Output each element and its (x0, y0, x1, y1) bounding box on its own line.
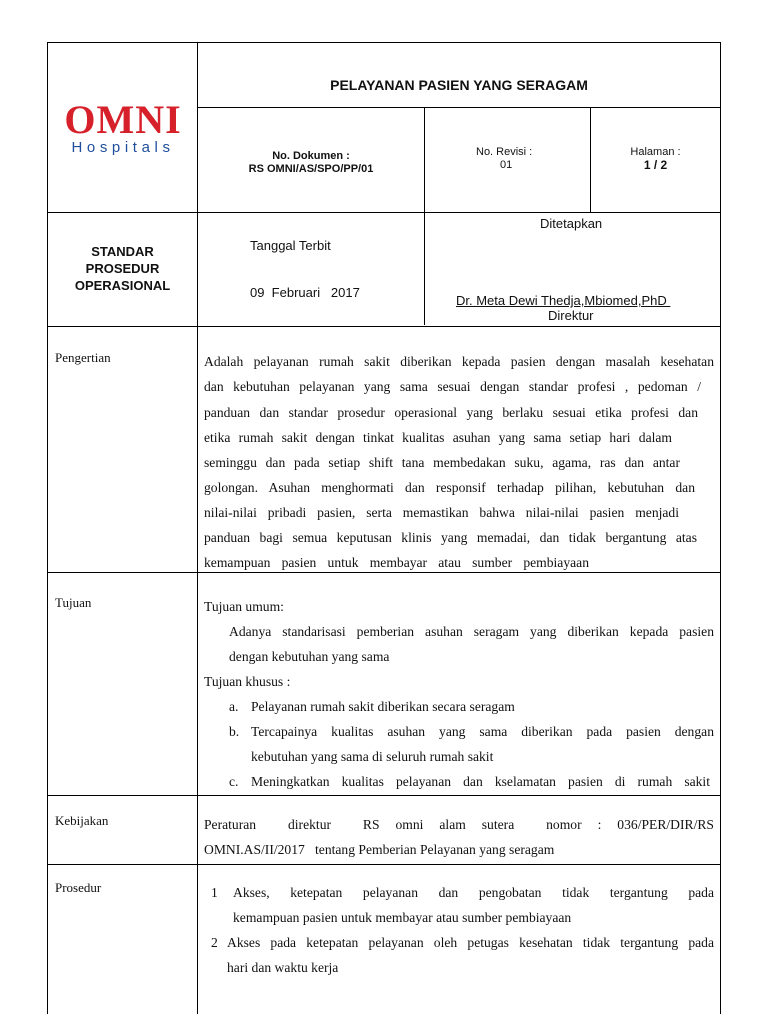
approved-label: Ditetapkan (540, 216, 603, 231)
kebijakan-line-1: Peraturan direktur RS omni alam sutera nomor : 036/PER/DIR/RS (204, 817, 714, 832)
pengertian-line: golongan. Asuhan menghormati dan responsif terhadap pilihan, kebutuhan dan (204, 480, 695, 495)
list-item: Akses pada ketepatan pelayanan oleh petugas kesehatan tidak tergantung pada (227, 935, 714, 950)
tujuan-umum-line-1: Adanya standarisasi pemberian asuhan seragam yang diberikan kepada pasien (229, 624, 714, 639)
omni-logo-wordmark: OMNI (64, 97, 182, 142)
list-marker: c. (229, 774, 239, 789)
pengertian-label: Pengertian (55, 350, 111, 365)
list-item-continued: hari dan waktu kerja (227, 960, 339, 975)
document-number-value: RS OMNI/AS/SPO/PP/01 (248, 163, 374, 175)
tujuan-bottom-rule (47, 795, 721, 796)
pengertian-line: panduan bagi semua keputusan klinis yang memadai, dan tidak bergantung atas (204, 530, 697, 545)
signer-name: Dr. Meta Dewi Thedja,Mbiomed,PhD (456, 293, 671, 308)
list-marker: b. (229, 724, 240, 739)
revision-label: No. Revisi : (476, 146, 533, 158)
prosedur-label: Prosedur (55, 880, 102, 895)
omni-logo-subtitle: Hospitals (71, 139, 175, 156)
list-item: Tercapainya kualitas asuhan yang sama diberikan pada pasien dengan (251, 724, 714, 739)
sop-title-line-2: PROSEDUR (85, 261, 160, 276)
tujuan-umum-line-2: dengan kebutuhan yang sama (229, 649, 390, 664)
tujuan-label: Tujuan (55, 595, 92, 610)
signer-title: Direktur (548, 308, 594, 323)
list-item-continued: kebutuhan yang sama di seluruh rumah sakit (251, 749, 494, 764)
list-item: Akses, ketepatan pelayanan dan pengobatan tidak tergantung pada (233, 885, 714, 900)
document-title: PELAYANAN PASIEN YANG SERAGAM (330, 77, 588, 93)
table-border-right (720, 42, 721, 1014)
issued-date-value: 09 Februari 2017 (250, 285, 360, 300)
page-value: 1 / 2 (643, 158, 668, 172)
pengertian-line: kemampuan pasien untuk membayar atau sumber pembiayaan (204, 555, 589, 570)
table-border-left (47, 42, 48, 1014)
issued-date-label: Tanggal Terbit (250, 238, 331, 253)
list-marker: a. (229, 699, 239, 714)
pengertian-line: etika rumah sakit dengan tinkat kualitas asuhan yang sama setiap hari dalam (204, 430, 672, 445)
page-label: Halaman : (630, 146, 681, 158)
pengertian-line: seminggu dan pada setiap shift tana membedakan suku, agama, ras dan antar (204, 455, 680, 470)
list-marker: 2 (211, 935, 218, 950)
header-divider-revision (424, 107, 425, 325)
sop-bottom-rule (47, 326, 721, 327)
sop-title-line-3: OPERASIONAL (74, 278, 171, 293)
list-item-continued: kemampuan pasien untuk membayar atau sumber pembiayaan (233, 910, 572, 925)
list-item: Meningkatkan kualitas pelayanan dan kselamatan pasien di rumah sakit (251, 774, 710, 789)
document-number-label: No. Dokumen : (272, 150, 350, 162)
pengertian-line: dan kebutuhan pelayanan yang sama sesuai dengan standar profesi , pedoman / (204, 379, 701, 394)
revision-value: 01 (500, 159, 513, 171)
pengertian-line: nilai-nilai pribadi pasien, serta memastikan bahwa nilai-nilai pasien menjadi (204, 505, 679, 520)
pengertian-line: Adalah pelayanan rumah sakit diberikan kepada pasien dengan masalah kesehatan (204, 354, 714, 369)
kebijakan-bottom-rule (47, 864, 721, 865)
kebijakan-line-2: OMNI.AS/II/2017 tentang Pemberian Pelayanan yang seragam (204, 842, 555, 857)
list-marker: 1 (211, 885, 218, 900)
pengertian-line: panduan dan standar prosedur operasional yang berlaku sesuai etika profesi dan (204, 405, 698, 420)
kebijakan-label: Kebijakan (55, 813, 109, 828)
header-title-rule (197, 107, 721, 108)
tujuan-umum-label: Tujuan umum: (204, 599, 284, 614)
column-divider (197, 42, 198, 1014)
header-bottom-rule (47, 212, 721, 213)
sop-title-line-1: STANDAR (91, 244, 154, 259)
tujuan-khusus-label: Tujuan khusus : (204, 674, 291, 689)
pengertian-bottom-rule (47, 572, 721, 573)
table-border-top (47, 42, 721, 43)
list-item: Pelayanan rumah sakit diberikan secara seragam (251, 699, 515, 714)
